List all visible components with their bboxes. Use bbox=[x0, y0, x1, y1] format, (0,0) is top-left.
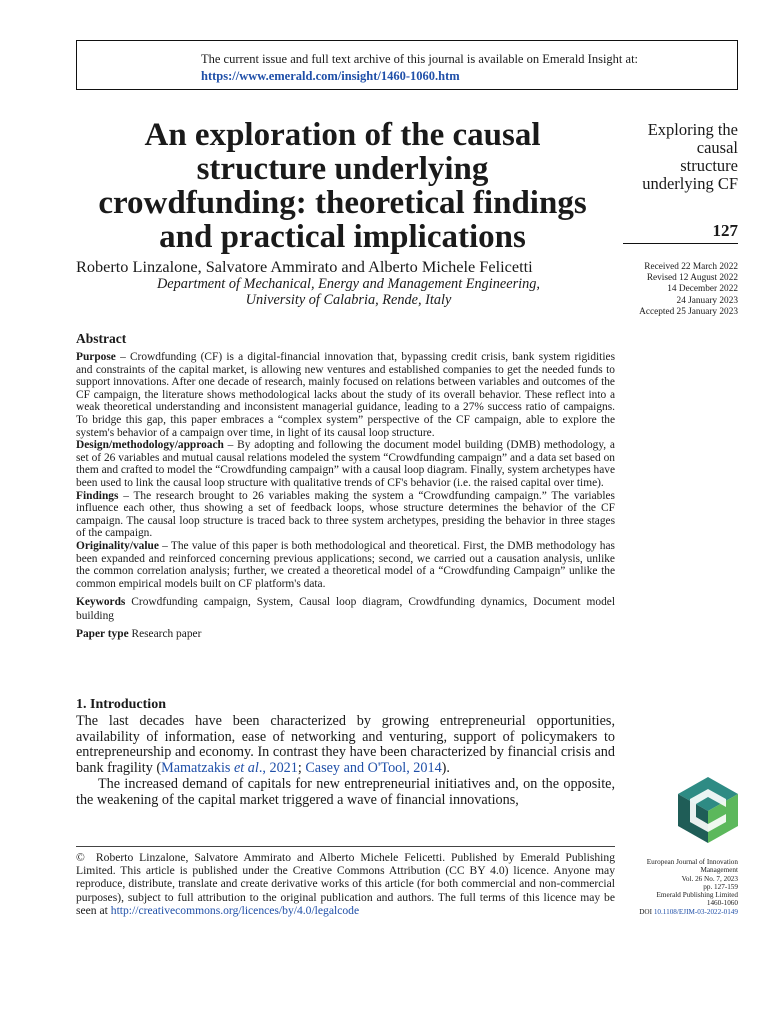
page-number: 127 bbox=[712, 221, 738, 240]
date-line: Revised 12 August 2022 bbox=[646, 273, 738, 284]
archive-link[interactable]: https://www.emerald.com/insight/1460-1060.htm bbox=[201, 69, 460, 83]
abstract bbox=[76, 331, 615, 641]
license-link[interactable]: http://creativecommons.org/licences/by/4.0/legalcode bbox=[110, 903, 360, 917]
introduction bbox=[76, 697, 615, 809]
abstract-findings bbox=[76, 490, 615, 540]
running-head-line: Exploring the bbox=[647, 120, 738, 139]
paper-type-label: Paper type bbox=[76, 628, 129, 641]
citation-year: ., 2021 bbox=[258, 760, 298, 777]
affiliation-line: University of Calabria, Rende, Italy bbox=[245, 292, 452, 308]
paper-type bbox=[76, 628, 615, 641]
paragraph-end: ). bbox=[441, 760, 450, 777]
copyright-symbol: © bbox=[76, 851, 85, 864]
journal-line: pp. 127-159 bbox=[703, 882, 738, 891]
title-line: structure underlying bbox=[196, 151, 489, 187]
findings-text: – The research brought to 26 variables making the system a “Crowdfunding campaign.” The variables influence each other, thus showing a set of feedback loops, whose structure determines the behavior of the CF campaign. The causal loop structure is traced back to three system archetypes, presiding the behavior in three stages of the campaign. bbox=[76, 489, 615, 540]
archive-box bbox=[76, 40, 738, 90]
abstract-originality bbox=[76, 540, 615, 590]
keywords-text: Crowdfunding campaign, System, Causal loop diagram, Crowdfunding dynamics, Document model building bbox=[76, 596, 615, 623]
citation-text: Mamatzakis bbox=[161, 760, 234, 777]
citation-etal: et al bbox=[234, 760, 259, 777]
title-line: and practical implications bbox=[159, 219, 526, 255]
received-dates bbox=[639, 262, 738, 318]
citation-separator: ; bbox=[297, 760, 306, 777]
findings-label: Findings bbox=[76, 489, 119, 502]
purpose-text: – Crowdfunding (CF) is a digital-financial innovation that, bypassing credit crisis, bank system rigidities and constraints of the capital market, is allowing new ventures and established companies to get the needed funds to support innovations. After one decade of research, mainly focused on relations between variables and outcomes of the CF campaign, the literature shows methodological lacks about the study of its overall behavior. These reflect into a weak theoretical understanding and inconsistent managerial guidance, leading to a 27% success ratio of campaigns. To bridge this gap, this paper embraces a “complex system” perspective of the CF campaign, able to explore the system's behavior of a campaign over time, in light of its causal loop structure. bbox=[76, 351, 615, 439]
date-line: 24 January 2023 bbox=[676, 295, 738, 306]
doi-line bbox=[598, 908, 738, 916]
doi-label: DOI bbox=[639, 907, 654, 916]
citation-link[interactable]: Casey and O'Tool, 2014 bbox=[305, 760, 442, 777]
doi-link[interactable]: 10.1108/EJIM-03-2022-0149 bbox=[653, 907, 738, 916]
journal-line: European Journal of Innovation bbox=[646, 858, 738, 866]
affiliation-line: Department of Mechanical, Energy and Management Engineering, bbox=[156, 276, 540, 292]
originality-label: Originality/value bbox=[76, 539, 159, 552]
abstract-design bbox=[76, 439, 615, 489]
running-head-line: structure bbox=[680, 156, 738, 175]
design-label: Design/methodology/approach bbox=[76, 439, 224, 452]
design-text: – By adopting and following the document model building (DMB) methodology, a set of 26 variables and mutual causal relations modeled the system “Crowdfunding campaign” and a data set based on them and crafted to model the “Crowdfunding campaign” with a causal loop diagram. Finally, system archetypes have been used to link the causal loop structure with qualitative trends of CF's behavior (i.e. the raised capital over time). bbox=[76, 439, 615, 489]
section-heading: 1. Introduction bbox=[76, 697, 166, 712]
journal-line: 1460-1060 bbox=[706, 899, 738, 908]
authors: Roberto Linzalone, Salvatore Ammirato and Alberto Michele Felicetti bbox=[76, 257, 533, 276]
title-line: An exploration of the causal bbox=[144, 117, 541, 153]
citation-link[interactable] bbox=[161, 760, 298, 776]
originality-text: – The value of this paper is both methodological and theoretical. First, the DMB methodology has been expanded and reinforced concerning previous applications; second, we carried out a causation analysis, unlike the common correlation analysis; further, we created a theoretical model of a “Crowdfunding Campaign” unlike the common empirical models built on CF platform's data. bbox=[76, 539, 615, 590]
footer-divider bbox=[76, 846, 615, 847]
running-head-line: underlying CF bbox=[642, 174, 738, 193]
license-footnote bbox=[76, 851, 615, 917]
journal-info bbox=[598, 858, 738, 916]
keywords bbox=[76, 595, 615, 623]
date-line: Accepted 25 January 2023 bbox=[639, 306, 738, 317]
emerald-logo bbox=[676, 775, 740, 845]
abstract-heading: Abstract bbox=[76, 331, 127, 346]
article-title bbox=[70, 118, 615, 254]
paragraph-text: The last decades have been characterized by growing entrepreneurial opportunities, availability of information, ease of networking and venturing, support of policymakers to entrepreneurship and economy. In contrast they have been characterized by financial crisis and bank fragility ( bbox=[76, 712, 615, 777]
archive-text: The current issue and full text archive of this journal is available on Emerald Insight at: bbox=[201, 52, 639, 66]
title-line: crowdfunding: theoretical findings bbox=[98, 185, 587, 221]
abstract-purpose bbox=[76, 351, 615, 439]
margin-divider bbox=[623, 243, 738, 244]
running-head-line: causal bbox=[696, 138, 738, 157]
paper-type-text: Research paper bbox=[128, 628, 202, 641]
purpose-label: Purpose bbox=[76, 351, 116, 363]
running-head bbox=[642, 121, 738, 193]
intro-paragraph-2: The increased demand of capitals for new entrepreneurial initiatives and, on the opposite, the weakening of the capital market triggered a wave of financial innovations, bbox=[76, 775, 615, 808]
journal-line: Vol. 26 No. 7, 2023 bbox=[681, 874, 738, 883]
affiliation bbox=[76, 276, 621, 308]
date-line: 14 December 2022 bbox=[667, 284, 738, 295]
intro-paragraph-1 bbox=[76, 714, 615, 777]
date-line: Received 22 March 2022 bbox=[644, 262, 738, 272]
journal-line: Emerald Publishing Limited bbox=[656, 891, 738, 900]
keywords-label: Keywords bbox=[76, 596, 126, 609]
journal-line: Management bbox=[700, 866, 738, 875]
license-text: Roberto Linzalone, Salvatore Ammirato and Alberto Michele Felicetti. Published by Emerald Publishing Limited. This article is published under the Creative Commons Attribution (CC BY 4.0) licence. Anyone may reproduce, distribute, translate and create derivative works of this article (for both commercial and non-commercial purposes), subject to full attribution to the original publication and authors. The full terms of this licence may be seen at bbox=[76, 851, 615, 917]
